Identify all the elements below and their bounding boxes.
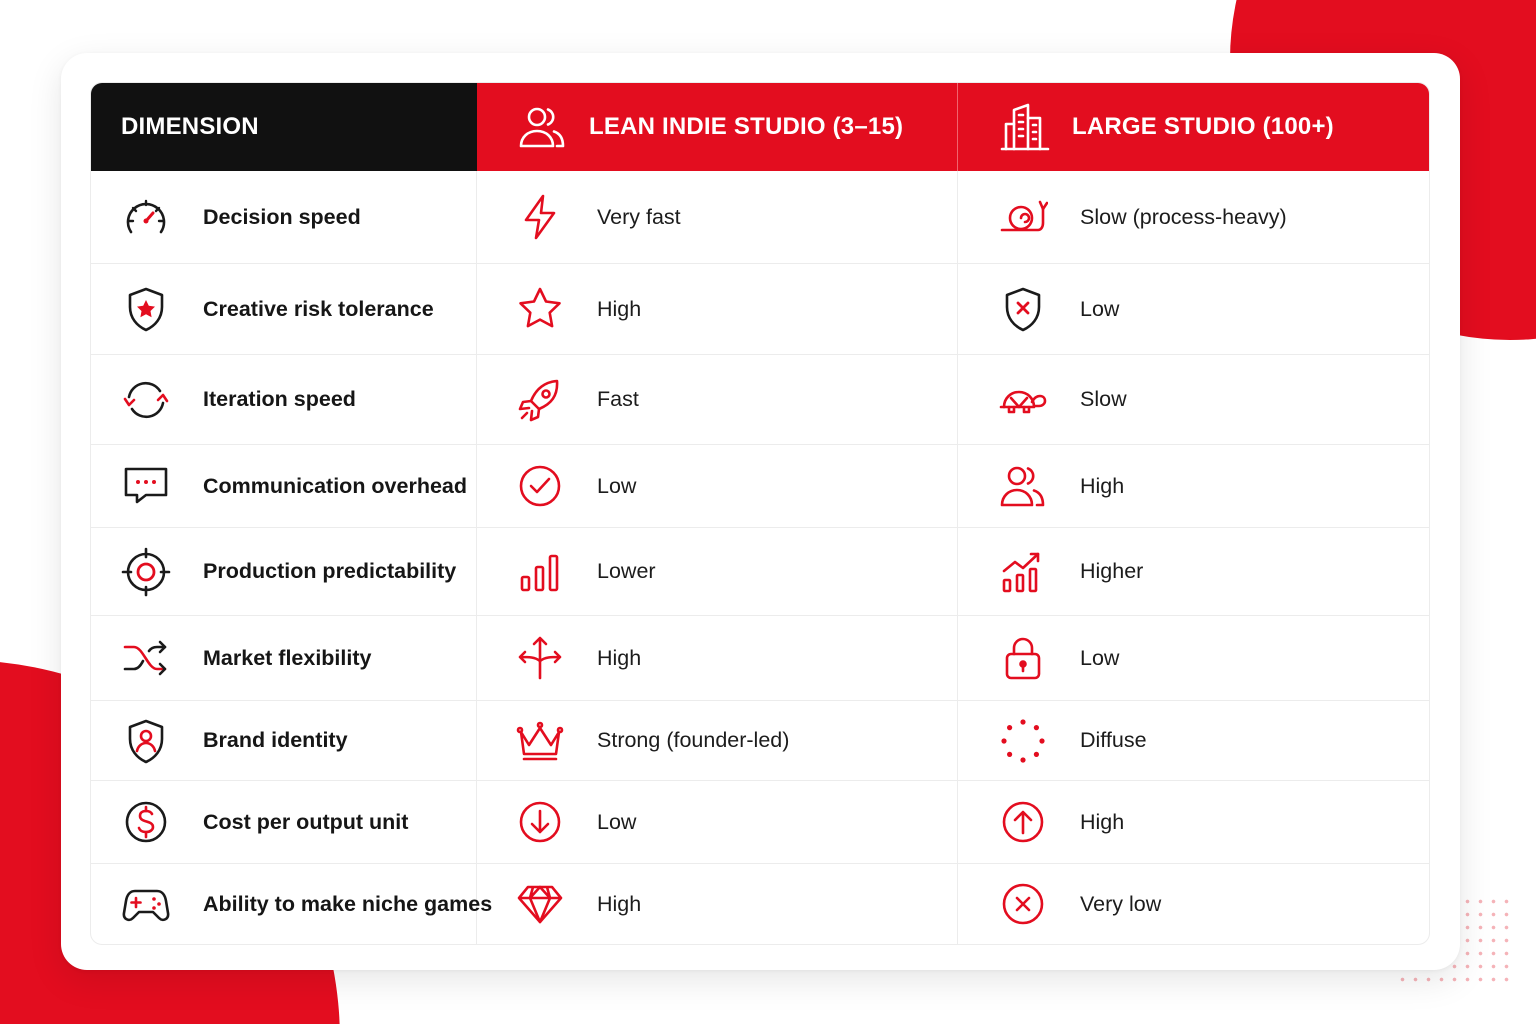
lean-value: High <box>597 296 642 321</box>
chat-icon <box>121 461 171 511</box>
large-value: High <box>1080 809 1125 834</box>
users-icon <box>515 102 569 152</box>
snail-icon <box>998 192 1048 242</box>
turtle-icon <box>998 375 1048 425</box>
dimension-label: Communication overhead <box>203 473 468 498</box>
large-value: Diffuse <box>1080 728 1147 752</box>
lean-value: Low <box>597 809 637 834</box>
lean-value: High <box>597 645 642 670</box>
header-dimension: DIMENSION <box>91 83 477 171</box>
dimension-label: Creative risk tolerance <box>203 296 434 321</box>
dimension-label: Iteration speed <box>203 387 356 411</box>
dimension-label: Cost per output unit <box>203 809 409 834</box>
arrows-split-icon <box>515 633 565 683</box>
header-large-studio: LARGE STUDIO (100+) <box>958 83 1429 171</box>
lean-value: High <box>597 891 642 916</box>
dimension-label: Production predictability <box>203 559 457 583</box>
dimension-label: Brand identity <box>203 728 348 752</box>
lean-value: Lower <box>597 559 656 583</box>
large-value: Slow <box>1080 387 1127 411</box>
dimension-label: Ability to make niche games <box>203 891 493 916</box>
target-icon <box>121 547 171 597</box>
comparison-table <box>90 82 1430 945</box>
lean-value: Very fast <box>597 204 681 229</box>
table-row <box>91 445 1429 528</box>
table-row <box>91 264 1429 355</box>
lean-value: Strong (founder-led) <box>597 728 790 752</box>
large-value: Slow (process-heavy) <box>1080 204 1287 229</box>
shield-user-icon <box>121 716 171 766</box>
table-row <box>91 864 1429 944</box>
header-lean-studio: LEAN INDIE STUDIO (3–15) <box>477 83 958 171</box>
building-icon <box>998 102 1052 152</box>
table-row <box>91 528 1429 616</box>
table-row <box>91 355 1429 445</box>
large-value: Low <box>1080 645 1120 670</box>
large-value: Higher <box>1080 559 1144 583</box>
speedometer-icon <box>121 192 171 242</box>
rocket-icon <box>515 375 565 425</box>
bar-chart-icon <box>515 547 565 597</box>
dollar-icon <box>121 797 171 847</box>
table-row <box>91 701 1429 781</box>
large-value: Very low <box>1080 891 1162 916</box>
lean-value: Low <box>597 473 637 498</box>
table-row <box>91 171 1429 264</box>
table-row <box>91 616 1429 701</box>
dimension-label: Market flexibility <box>203 645 372 670</box>
table-row <box>91 781 1429 864</box>
arrow-down-circle-icon <box>515 797 565 847</box>
lightning-icon <box>515 192 565 242</box>
users-icon <box>998 461 1048 511</box>
star-icon <box>515 284 565 334</box>
lean-value: Fast <box>597 387 639 411</box>
crown-icon <box>515 716 565 766</box>
gamepad-icon <box>121 879 171 929</box>
refresh-icon <box>121 375 171 425</box>
shuffle-icon <box>121 633 171 683</box>
diamond-icon <box>515 879 565 929</box>
dimension-label: Decision speed <box>203 204 361 229</box>
large-value: Low <box>1080 296 1120 321</box>
arrow-up-circle-icon <box>998 797 1048 847</box>
shield-star-icon <box>121 284 171 334</box>
chart-up-icon <box>998 547 1048 597</box>
check-circle-icon <box>515 461 565 511</box>
dotted-circle-icon <box>998 716 1048 766</box>
shield-x-icon <box>998 284 1048 334</box>
large-value: High <box>1080 473 1125 498</box>
lock-icon <box>998 633 1048 683</box>
table-header <box>91 83 1429 171</box>
x-circle-icon <box>998 879 1048 929</box>
